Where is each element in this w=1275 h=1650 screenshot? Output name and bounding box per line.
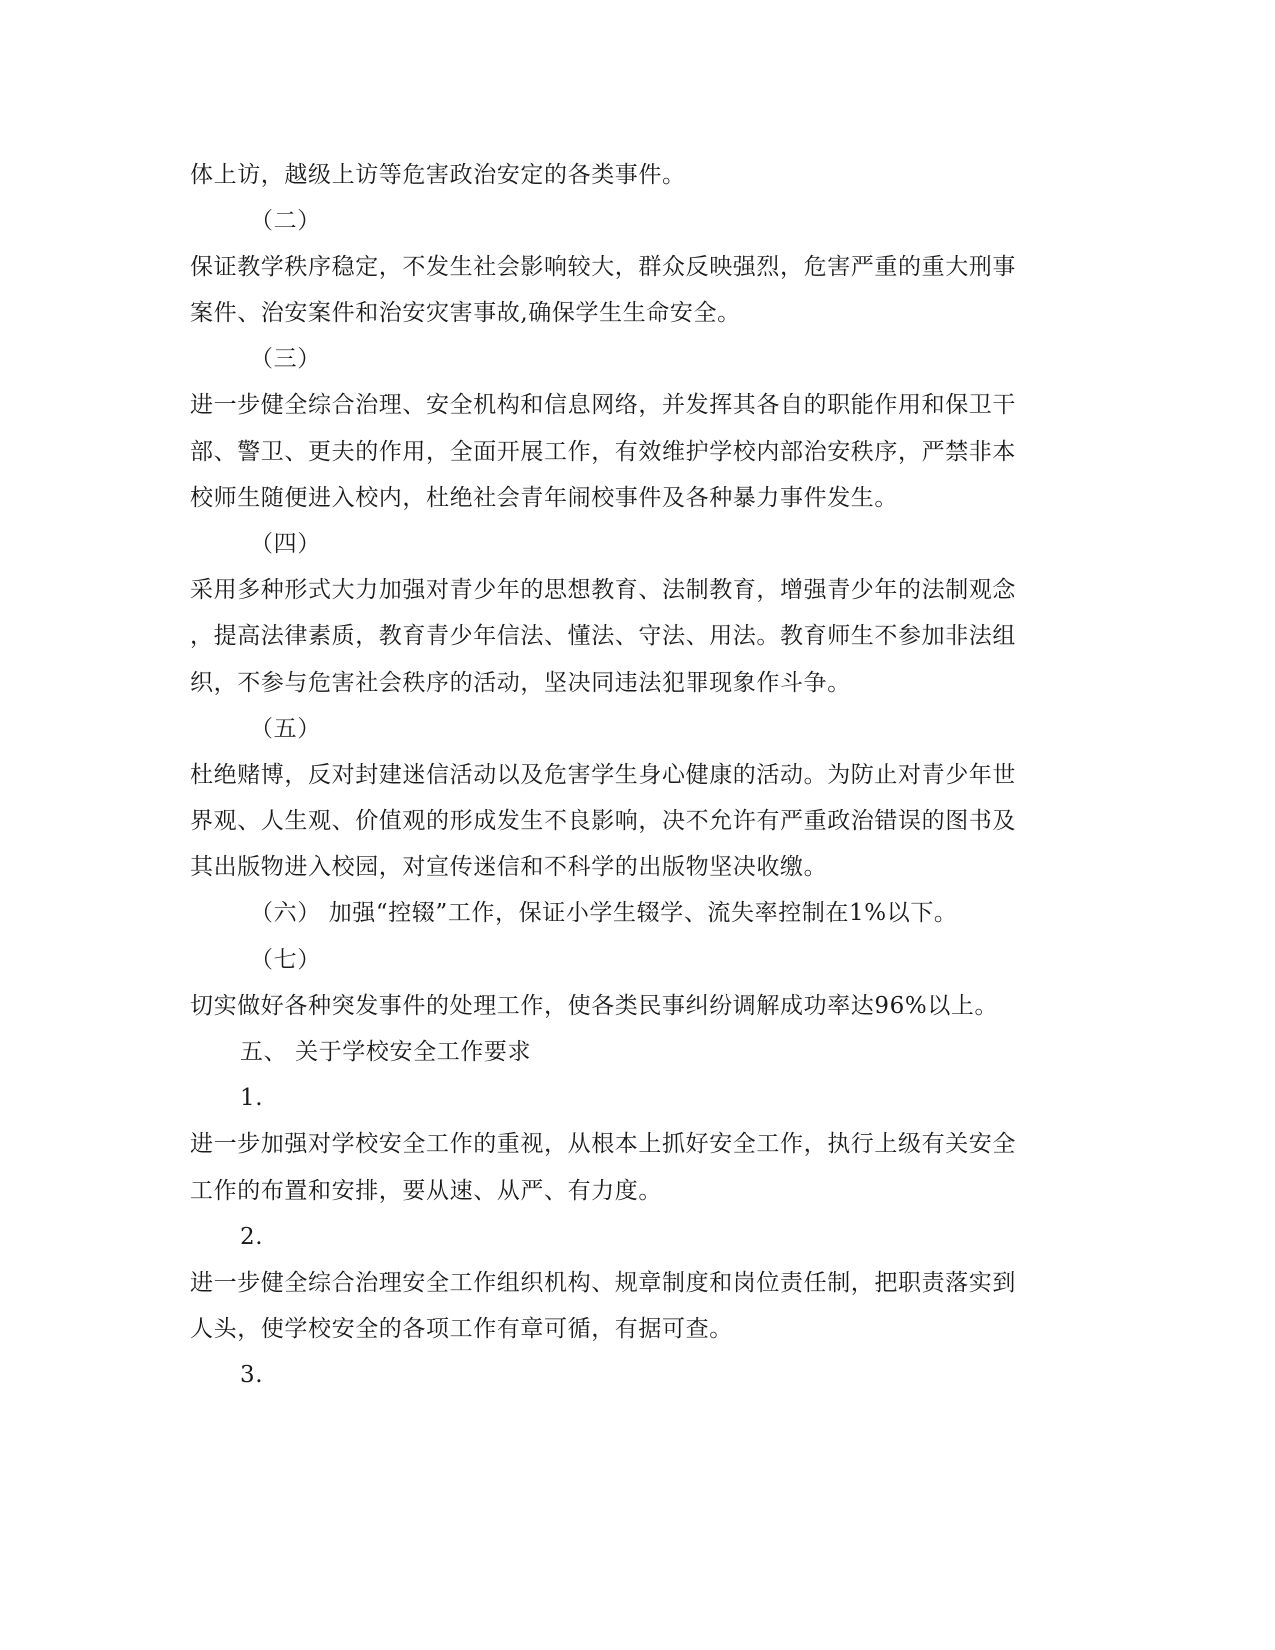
item-number: （二）: [250, 208, 321, 234]
section-heading: 五、 关于学校安全工作要求: [240, 1039, 532, 1065]
text-line: 杜绝赌博，反对封建迷信活动以及危害学生身心健康的活动。为防止对青少年世: [190, 762, 1016, 788]
text-line: 体上访，越级上访等危害政治安定的各类事件。: [190, 162, 686, 188]
text-line: 采用多种形式大力加强对青少年的思想教育、法制教育，增强青少年的法制观念: [190, 577, 1016, 603]
text-line: 人头，使学校安全的各项工作有章可循，有据可查。: [190, 1316, 733, 1342]
item-number: 2.: [240, 1224, 264, 1250]
text-line: 切实做好各种突发事件的处理工作，使各类民事纠纷调解成功率达96%以上。: [190, 993, 999, 1019]
item-number: （七）: [250, 947, 321, 973]
text-line: 部、警卫、更夫的作用，全面开展工作，有效维护学校内部治安秩序，严禁非本: [190, 439, 1016, 465]
text-line: ，提高法律素质，教育青少年信法、懂法、守法、用法。教育师生不参加非法组: [190, 623, 1016, 649]
item-number: （四）: [250, 531, 321, 557]
item-number: （三）: [250, 346, 321, 372]
text-line: 校师生随便进入校内，杜绝社会青年闹校事件及各种暴力事件发生。: [190, 485, 898, 511]
text-line: 工作的布置和安排，要从速、从严、有力度。: [190, 1178, 662, 1204]
text-line: 进一步加强对学校安全工作的重视，从根本上抓好安全工作，执行上级有关安全: [190, 1131, 1016, 1157]
text-line: 织，不参与危害社会秩序的活动，坚决同违法犯罪现象作斗争。: [190, 670, 851, 696]
text-line: 进一步健全综合治理、安全机构和信息网络，并发挥其各自的职能作用和保卫干: [190, 392, 1016, 418]
item-number: （六） 加强“控辍”工作，保证小学生辍学、流失率控制在1%以下。: [250, 900, 958, 926]
item-number: （五）: [250, 716, 321, 742]
text-line: 其出版物进入校园，对宣传迷信和不科学的出版物坚决收缴。: [190, 854, 828, 880]
text-line: 界观、人生观、价值观的形成发生不良影响，决不允许有严重政治错误的图书及: [190, 808, 1016, 834]
text-line: 保证教学秩序稳定，不发生社会影响较大，群众反映强烈，危害严重的重大刑事: [190, 254, 1016, 280]
text-line: 进一步健全综合治理安全工作组织机构、规章制度和岗位责任制，把职责落实到: [190, 1270, 1016, 1296]
item-number: 1.: [240, 1085, 264, 1111]
text-line: 案件、治安案件和治安灾害事故,确保学生生命安全。: [190, 300, 741, 326]
item-number: 3.: [240, 1362, 264, 1388]
